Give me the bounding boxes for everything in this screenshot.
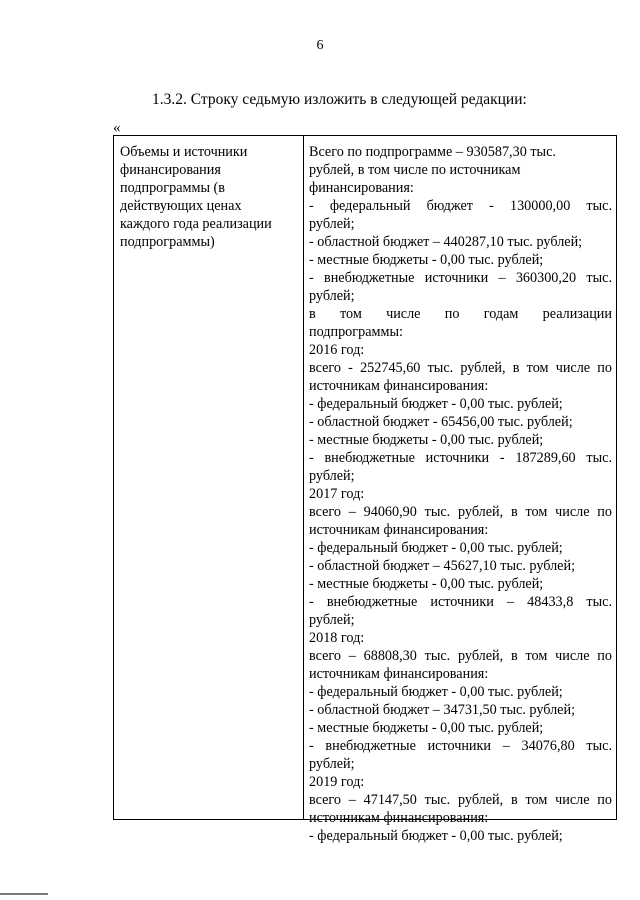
funding-detail-line: - федеральный бюджет - 0,00 тыс. рублей; bbox=[309, 684, 563, 700]
funding-label-line: финансирования bbox=[120, 162, 221, 178]
funding-label-line: подпрограммы) bbox=[120, 234, 215, 250]
funding-detail-line: - местные бюджеты - 0,00 тыс. рублей; bbox=[309, 576, 544, 592]
page-number: 6 bbox=[316, 38, 324, 53]
funding-detail-line: - федеральный бюджет - 130000,00 тыс. bbox=[309, 198, 612, 214]
funding-detail-line: рублей; bbox=[309, 216, 355, 232]
funding-detail-line: - федеральный бюджет - 0,00 тыс. рублей; bbox=[309, 396, 563, 412]
funding-detail-line: - внебюджетные источники – 34076,80 тыс. bbox=[309, 738, 612, 754]
funding-detail-line: 2018 год: bbox=[309, 630, 365, 646]
funding-detail-line: источникам финансирования: bbox=[309, 810, 489, 826]
funding-label-line: подпрограммы (в bbox=[120, 180, 225, 196]
section-heading: 1.3.2. Строку седьмую изложить в следующей редакции: bbox=[152, 91, 527, 108]
funding-detail-line: источникам финансирования: bbox=[309, 378, 489, 394]
funding-detail-line: - внебюджетные источники – 360300,20 тыс. bbox=[309, 270, 612, 286]
funding-detail-line: - местные бюджеты - 0,00 тыс. рублей; bbox=[309, 252, 544, 268]
funding-label-line: действующих ценах bbox=[120, 198, 242, 214]
funding-detail-line: - федеральный бюджет - 0,00 тыс. рублей; bbox=[309, 540, 563, 556]
funding-detail-line: - местные бюджеты - 0,00 тыс. рублей; bbox=[309, 720, 544, 736]
funding-detail-line: финансирования: bbox=[309, 180, 414, 196]
funding-detail-line: - областной бюджет – 34731,50 тыс. рублей; bbox=[309, 702, 576, 718]
funding-detail-line: - областной бюджет - 65456,00 тыс. рублей; bbox=[309, 414, 573, 430]
funding-detail-line: 2016 год: bbox=[309, 342, 365, 358]
funding-detail-line: источникам финансирования: bbox=[309, 666, 489, 682]
funding-detail-line: рублей, в том числе по источникам bbox=[309, 162, 521, 178]
funding-detail-line: подпрограммы: bbox=[309, 324, 403, 340]
funding-detail-line: - федеральный бюджет - 0,00 тыс. рублей; bbox=[309, 828, 563, 844]
funding-label-cell bbox=[114, 136, 304, 819]
funding-detail-line: источникам финансирования: bbox=[309, 522, 489, 538]
funding-detail-line: - местные бюджеты - 0,00 тыс. рублей; bbox=[309, 432, 544, 448]
funding-detail-line: - областной бюджет – 440287,10 тыс. рублей; bbox=[309, 234, 583, 250]
funding-detail-line: всего – 68808,30 тыс. рублей, в том числе по bbox=[309, 648, 612, 664]
funding-detail-line: всего – 94060,90 тыс. рублей, в том числе по bbox=[309, 504, 612, 520]
funding-detail-line: - внебюджетные источники – 48433,8 тыс. bbox=[309, 594, 612, 610]
scan-edge-mark bbox=[0, 893, 48, 895]
funding-detail-line: в том числе по годам реализации bbox=[309, 306, 612, 322]
funding-detail-line: всего - 252745,60 тыс. рублей, в том числе по bbox=[309, 360, 612, 376]
funding-detail-line: рублей; bbox=[309, 612, 355, 628]
funding-table bbox=[113, 135, 617, 844]
funding-detail-line: рублей; bbox=[309, 468, 355, 484]
funding-detail-line: Всего по подпрограмме – 930587,30 тыс. bbox=[309, 144, 556, 160]
opening-quote-mark: « bbox=[113, 120, 121, 136]
funding-label-line: Объемы и источники bbox=[120, 144, 248, 160]
funding-detail-line: - областной бюджет – 45627,10 тыс. рублей; bbox=[309, 558, 576, 574]
funding-detail-line: всего – 47147,50 тыс. рублей, в том числе по bbox=[309, 792, 612, 808]
funding-details-cell bbox=[304, 136, 616, 844]
funding-label-line: каждого года реализации bbox=[120, 216, 272, 232]
funding-detail-line: 2017 год: bbox=[309, 486, 365, 502]
funding-detail-line: - внебюджетные источники - 187289,60 тыс. bbox=[309, 450, 612, 466]
funding-detail-line: рублей; bbox=[309, 288, 355, 304]
funding-detail-line: рублей; bbox=[309, 756, 355, 772]
funding-detail-line: 2019 год: bbox=[309, 774, 365, 790]
